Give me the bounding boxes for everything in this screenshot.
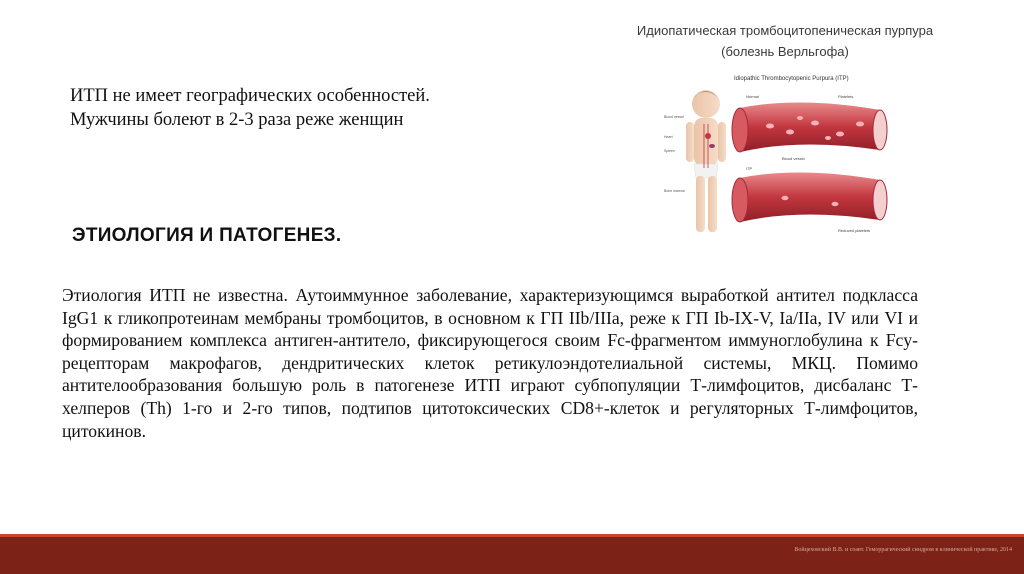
label-itp: ITP <box>746 166 753 171</box>
figure-title-line-1: Идиопатическая тромбоцитопеническая пурпура <box>636 23 934 38</box>
section-heading: ЭТИОЛОГИЯ И ПАТОГЕНЕЗ. <box>72 225 342 246</box>
label-platelets: Platelets <box>838 94 854 99</box>
body-label-1: Blood vessel <box>664 115 684 119</box>
figure-title-line-2: (болезнь Верльгофа) <box>721 44 849 59</box>
footer-citation: Войцеховский В.В. и соавт. Геморрагический синдром в клинической практике, 2014 <box>794 547 1012 553</box>
intro-text <box>70 84 430 132</box>
itp-vessel <box>732 172 887 222</box>
itp-illustration <box>650 68 890 248</box>
label-blood-vessel: Blood vessel <box>782 156 805 161</box>
body-label-3: Spleen <box>664 149 675 153</box>
body-label-4: Bone marrow <box>664 189 685 193</box>
footer-bar <box>0 537 1024 574</box>
intro-line-2: Мужчины болеют в 2-3 раза реже женщин <box>70 110 404 130</box>
figure-title <box>608 20 962 62</box>
child-figure <box>686 90 726 232</box>
etiology-paragraph: Этиология ИТП не известна. Аутоиммунное заболевание, характеризующимся выработкой антител подкласса IgG1 к гликопротеинам мембраны тромбоцитов, в основном к ГП IIb/IIIa, реже к ГП Ib-IX-V, Ia/IIa, IV или VI и формированием комплекса антиген-антитело, фиксирующегося своим Fc-фрагментом иммуноглобулина к Fcу-рецепторам макрофагов, дендритических клеток ретикулоэндотелиальной системы, МКЦ. Помимо антителообразования большую роль в патогенезе ИТП играют субпопуляции Т-лимфоцитов, дисбаланс Т-хелперов (Th) 1-го и 2-го типов, подтипов цитотоксических CD8+-клеток и регуляторных Т-лимфоцитов, цитокинов. <box>62 285 918 441</box>
label-normal: Normal <box>746 94 759 99</box>
label-reduced-platelets: Reduced platelets <box>838 228 871 233</box>
figure-caption: Idiopathic Thrombocytopenic Purpura (ITP) <box>734 76 849 82</box>
normal-vessel <box>732 102 887 152</box>
body-label-2: Heart <box>664 135 673 139</box>
intro-line-1: ИТП не имеет географических особенностей. <box>70 86 430 106</box>
